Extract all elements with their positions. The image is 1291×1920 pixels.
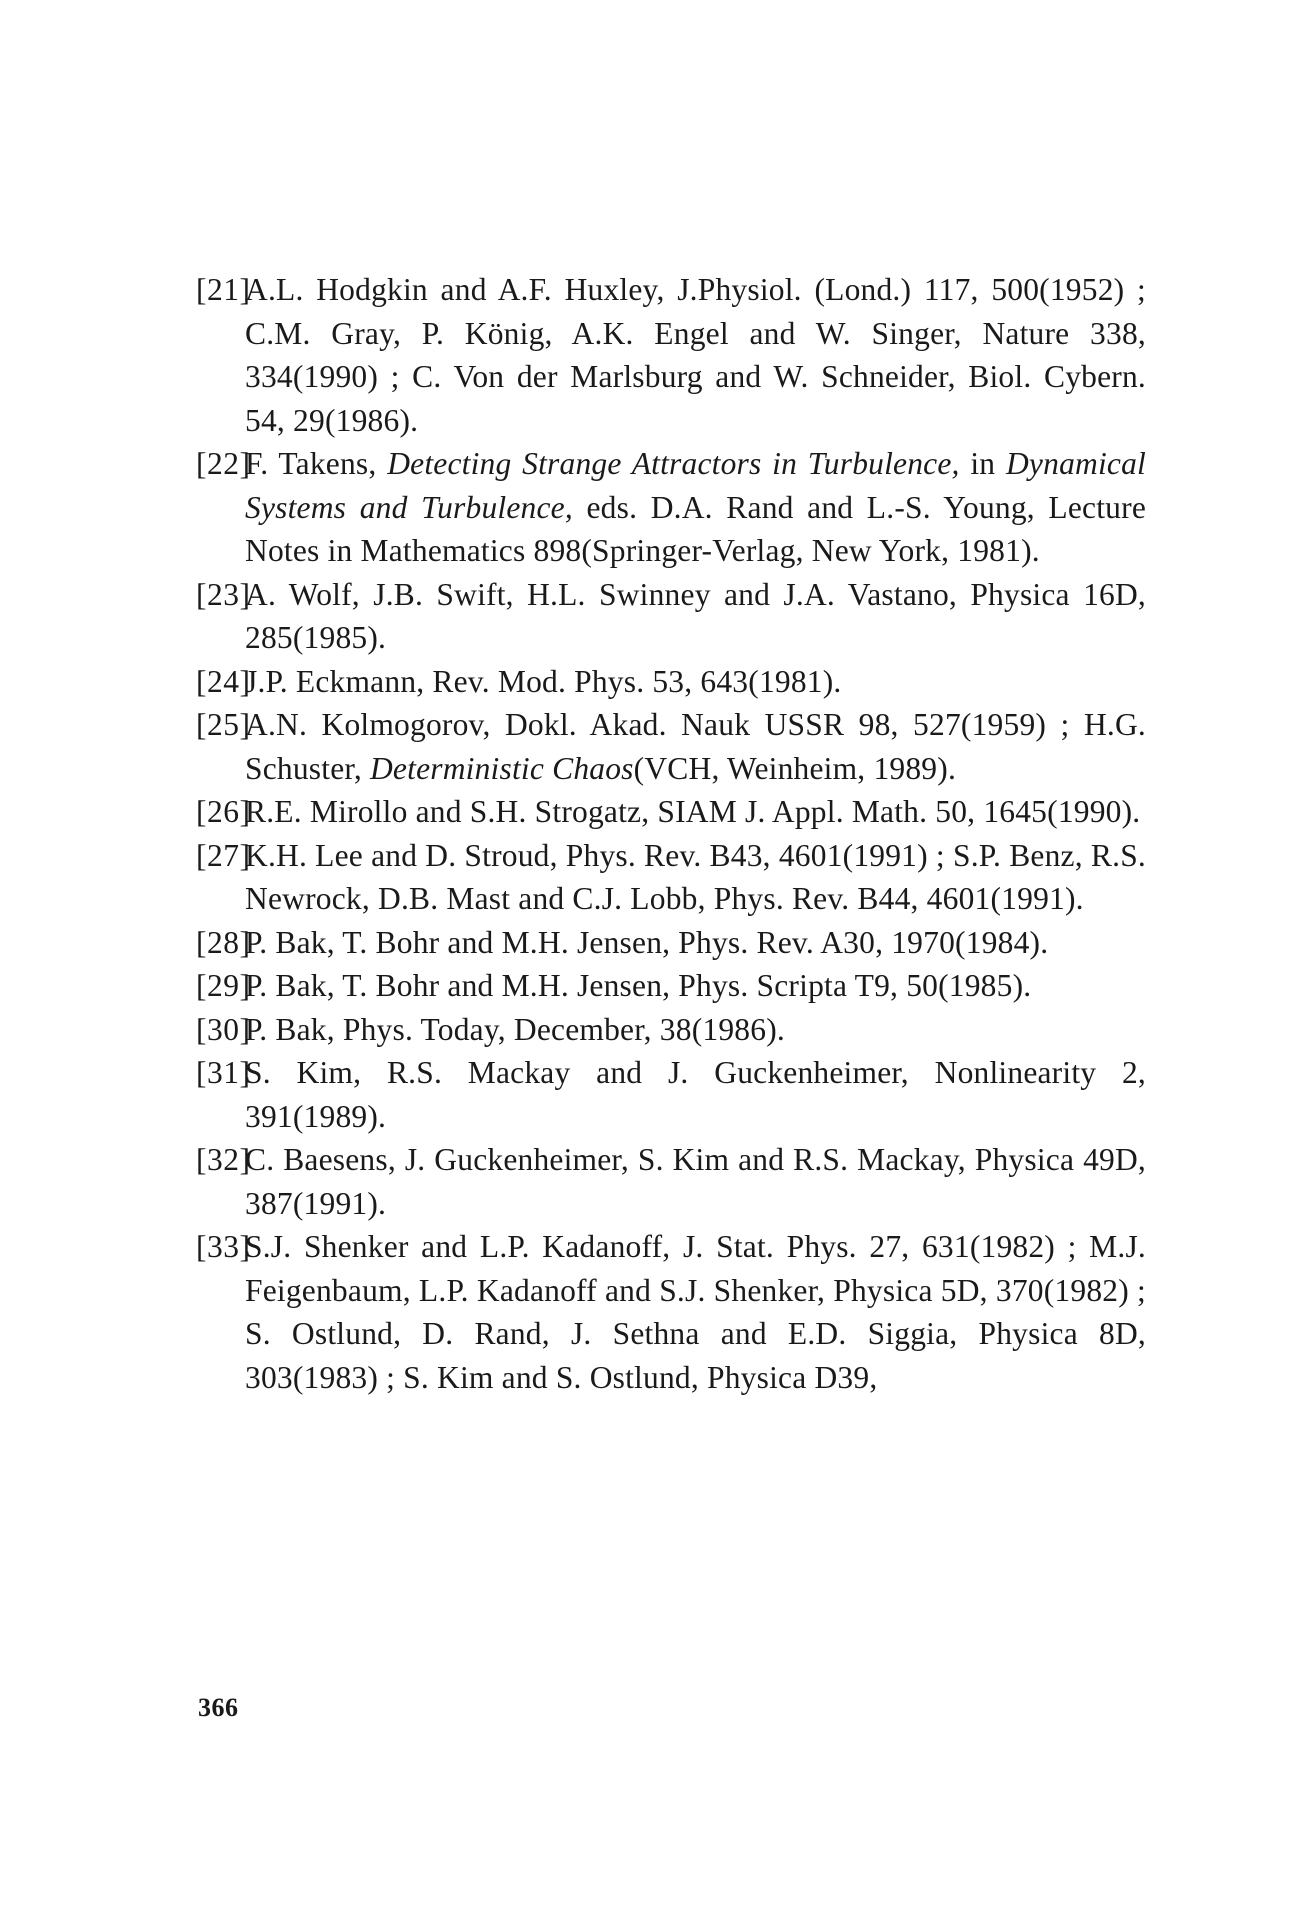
reference-number: [30] [196, 1011, 251, 1047]
reference-entry [196, 790, 1146, 834]
reference-entry [196, 921, 1146, 965]
reference-entry [196, 1051, 1146, 1138]
reference-number: [24] [196, 663, 251, 699]
reference-text-segment: A.L. Hodgkin and A.F. Huxley, J.Physiol. (Lond.) 117, 500(1952) ; C.M. Gray, P. König, A.K. Engel and W. Singer, Nature 338, 334(1990) ; C. Von der Marlsburg and W. Schneider, Biol. Cybern. 54, 29(1986). [245, 272, 1146, 438]
reference-number: [23] [196, 576, 251, 612]
reference-entry [196, 834, 1146, 921]
reference-number: [25] [196, 707, 251, 742]
reference-number: [33] [196, 1229, 251, 1264]
reference-text-segment: F. Takens, [245, 446, 388, 481]
reference-text [245, 968, 1031, 1003]
reference-text [245, 794, 1140, 829]
reference-text-segment: (VCH, Weinheim, 1989). [633, 750, 957, 786]
reference-number: [28] [196, 924, 251, 960]
reference-text-segment: J.P. Eckmann, Rev. Mod. Phys. 53, 643(1981). [245, 663, 842, 699]
reference-entry [196, 573, 1146, 660]
reference-text-segment: S. Kim, R.S. Mackay and J. Guckenheimer, Nonlinearity 2, 391(1989). [245, 1055, 1146, 1134]
reference-text-segment: P. Bak, Phys. Today, December, 38(1986). [245, 1011, 785, 1047]
reference-number: [21] [196, 272, 251, 307]
reference-list [196, 268, 1146, 1399]
reference-entry [196, 1225, 1146, 1399]
page-number: 366 [198, 1693, 239, 1722]
reference-entry [196, 1008, 1146, 1052]
reference-text-segment: S.J. Shenker and L.P. Kadanoff, J. Stat. Phys. 27, 631(1982) ; M.J. Feigenbaum, L.P. Kadanoff and S.J. Shenker, Physica 5D, 370(1982) ; S. Ostlund, D. Rand, J. Sethna and E.D. Siggia, Physica 8D, 303(1983) ; S. Kim and S. Ostlund, Physica D39, [245, 1229, 1146, 1395]
reference-title-italic: Dynamical Systems and Turbulence, [245, 446, 1146, 525]
reference-number: [22] [196, 446, 251, 481]
reference-text-segment: P. Bak, T. Bohr and M.H. Jensen, Phys. Scripta T9, 50(1985). [245, 968, 1032, 1003]
reference-entry [196, 703, 1146, 790]
reference-text [245, 925, 1048, 960]
reference-text-segment: R.E. Mirollo and S.H. Strogatz, SIAM J. Appl. Math. 50, 1645(1990). [245, 794, 1141, 829]
reference-text-segment: K.H. Lee and D. Stroud, Phys. Rev. B43, 4601(1991) ; S.P. Benz, R.S. Newrock, D.B. Mast and C.J. Lobb, Phys. Rev. B44, 4601(1991). [245, 837, 1146, 916]
reference-text-segment: A.N. Kolmogorov, Dokl. Akad. Nauk USSR 98, 527(1959) ; H.G. Schuster, [245, 707, 1146, 786]
reference-text [245, 664, 842, 699]
reference-text [245, 1012, 785, 1047]
reference-number: [27] [196, 837, 251, 873]
reference-title-italic: Detecting Strange Attractors in Turbulence, [387, 446, 960, 481]
reference-text [245, 707, 1146, 786]
reference-number: [26] [196, 794, 251, 829]
reference-text-segment: P. Bak, T. Bohr and M.H. Jensen, Phys. Rev. A30, 1970(1984). [245, 924, 1049, 960]
reference-text-segment: A. Wolf, J.B. Swift, H.L. Swinney and J.A. Vastano, Physica 16D, 285(1985). [245, 576, 1146, 655]
reference-entry [196, 964, 1146, 1008]
reference-text [245, 1229, 1146, 1395]
reference-text-segment: C. Baesens, J. Guckenheimer, S. Kim and R.S. Mackay, Physica 49D, 387(1991). [245, 1142, 1146, 1221]
reference-text-segment: eds. D.A. Rand and L.-S. Young, Lecture Notes in Mathematics 898(Springer-Verlag, New York, 1981). [245, 489, 1146, 568]
reference-text [245, 838, 1146, 917]
reference-number: [31] [196, 1055, 251, 1090]
reference-number: [32] [196, 1142, 251, 1177]
reference-number: [29] [196, 968, 251, 1003]
reference-text [245, 272, 1146, 438]
reference-text [245, 446, 1146, 568]
reference-entry [196, 442, 1146, 573]
reference-entry [196, 660, 1146, 704]
reference-text-segment: in [959, 446, 1006, 481]
reference-text [245, 1142, 1146, 1221]
reference-title-italic: Deterministic Chaos [369, 750, 634, 786]
reference-text [245, 577, 1146, 656]
reference-entry [196, 1138, 1146, 1225]
reference-entry [196, 268, 1146, 442]
reference-text [245, 1055, 1146, 1134]
